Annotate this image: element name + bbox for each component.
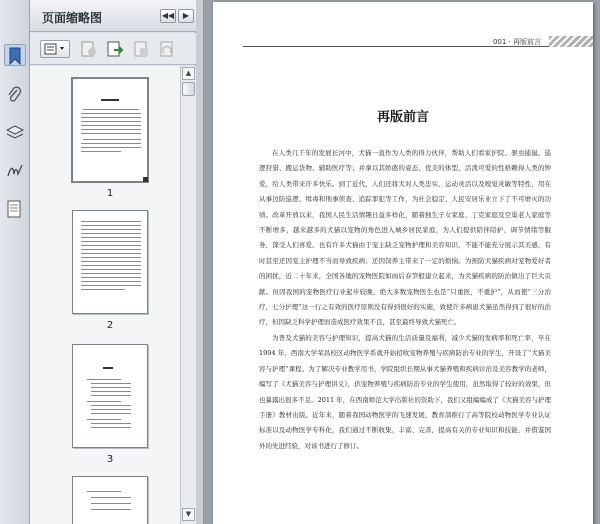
panel-header <box>30 0 196 32</box>
paragraph: 为普及犬猫的美容与护理知识，提高犬猫的生活质量及福利，减少犬猫的发病率和死亡率，早在 1994 年，西南大学荣昌校区动物医学系就开始招收宠物养殖与疾病防治专业的学生，开设了“犬猫美容与护理”课程。为了解决专业教学用书，学院组织长期从事犬猫养殖和疾病诊治及美容教学的老师，编写了《犬猫美容与护理讲义》，供宠物养殖与疾病防治专业的学生使用，虽然取得了较好的效果，但也暴露出很多不足。2011 年，在西南师范大学出版社的资助下，我们又组编编成了《犬猫美容与护理手册》教材出版。近年来，随着我国动物医学的飞速发展，教育部推行了高等院校动物医学专业认证标准以及动物医学专科化，我们通过不断收集、丰富、完善，提高有关的专业知识和技能，并借鉴国外的先进经验，对该书进行了修订。 <box>259 333 551 450</box>
document-page <box>213 2 593 524</box>
thumbnail-label: 1 <box>106 188 114 199</box>
running-head <box>213 36 593 48</box>
bookmark-icon[interactable] <box>4 44 26 66</box>
document-title: 再版前言 <box>376 110 429 125</box>
panel-splitter[interactable] <box>196 0 204 524</box>
page-thumbnail[interactable] <box>72 78 148 182</box>
thumbnail-toolbar <box>30 33 196 65</box>
thumbnail-label: 3 <box>106 454 114 465</box>
page-thumbnails-panel <box>30 0 196 524</box>
attachment-icon[interactable] <box>4 84 26 106</box>
document-body <box>259 146 551 454</box>
scroll-down-icon[interactable]: ▼ <box>182 508 195 521</box>
navigation-icon-strip <box>0 0 30 524</box>
thumbnail-options-icon[interactable] <box>40 40 70 58</box>
thumbnail-list <box>30 66 180 524</box>
running-head-decoration <box>549 36 593 47</box>
paragraph: 在人类几千年的发展长河中，犬猫一直作为人类的得力伙伴，帮助人们看家护院、驱虫捕鼠、巡逻狩猎、搬运货物、辅助医疗等；并拿以其娇憨的姿态、优美的体型、活泼可爱的性格赖得人类的钟爱，给人类带来许多快乐。到了近代，人们还将犬对人类忠实、运动灵活以及嗅觉灵敏等特性，用在从事边防巡逻、缉毒和刑事侦查、追踪罪犯等工作，为社会稳定、人民安居乐业立下了不可磨灭的功绩。改革开放以来，我国人民生活情趣日益多样化，随着独生子女家庭、丁克家庭及空巢老人家庭等不断增多，越来越多的犬猫以宠物的角色进入城乡居民家庭，为人们提供陪伴陪护、调节情绪等服务，深受人们喜爱。也有许多犬猫由于宠主缺乏宠物护理和美容知识，不能不能充分展示其美感，有时甚至还因宠主护理不当而导致疾病；还因饲养主带来了一定的烦恼。为预防犬猫疾病对宠物爱好者的困扰，近二十年来，全国各地的宠物医院如雨后春笋般建立起来，为犬猫疾病的防治做出了巨大贡献。但因我国的宠物医疗行业起步较晚，绝大多数宠物医生也是“只重医，不重护”，从而使“三分治疗，七分护理”这一行之有效的医疗原则没有得到很好的实施，致使许多病患犬猫虽然得到了很好的治疗，但因缺乏科学护理而造成医疗效果不良，甚至最终导致犬猫死亡。 <box>259 149 551 327</box>
signature-icon[interactable] <box>4 160 26 182</box>
thumbnail-scrollbar[interactable] <box>180 66 196 524</box>
running-head-text: 001 · 再版前言 <box>492 38 541 46</box>
extract-pages-icon[interactable] <box>104 40 124 58</box>
collapse-panel-button[interactable]: ◀◀ <box>160 9 176 23</box>
pages-icon[interactable] <box>4 198 26 220</box>
scrollbar-thumb[interactable] <box>182 82 195 96</box>
layers-icon[interactable] <box>4 122 26 144</box>
delete-pages-icon[interactable] <box>130 40 150 58</box>
page-thumbnail[interactable] <box>72 344 148 448</box>
thumbnail-label: 2 <box>106 320 114 331</box>
rotate-pages-icon[interactable] <box>156 40 176 58</box>
panel-title: 页面缩略图 <box>42 11 103 25</box>
expand-panel-button[interactable]: ▶ <box>178 9 194 23</box>
page-thumbnail[interactable] <box>72 476 148 524</box>
scroll-up-icon[interactable]: ▲ <box>182 67 195 80</box>
insert-pages-icon[interactable] <box>78 40 98 58</box>
page-thumbnail[interactable] <box>72 210 148 314</box>
document-view <box>205 0 600 524</box>
